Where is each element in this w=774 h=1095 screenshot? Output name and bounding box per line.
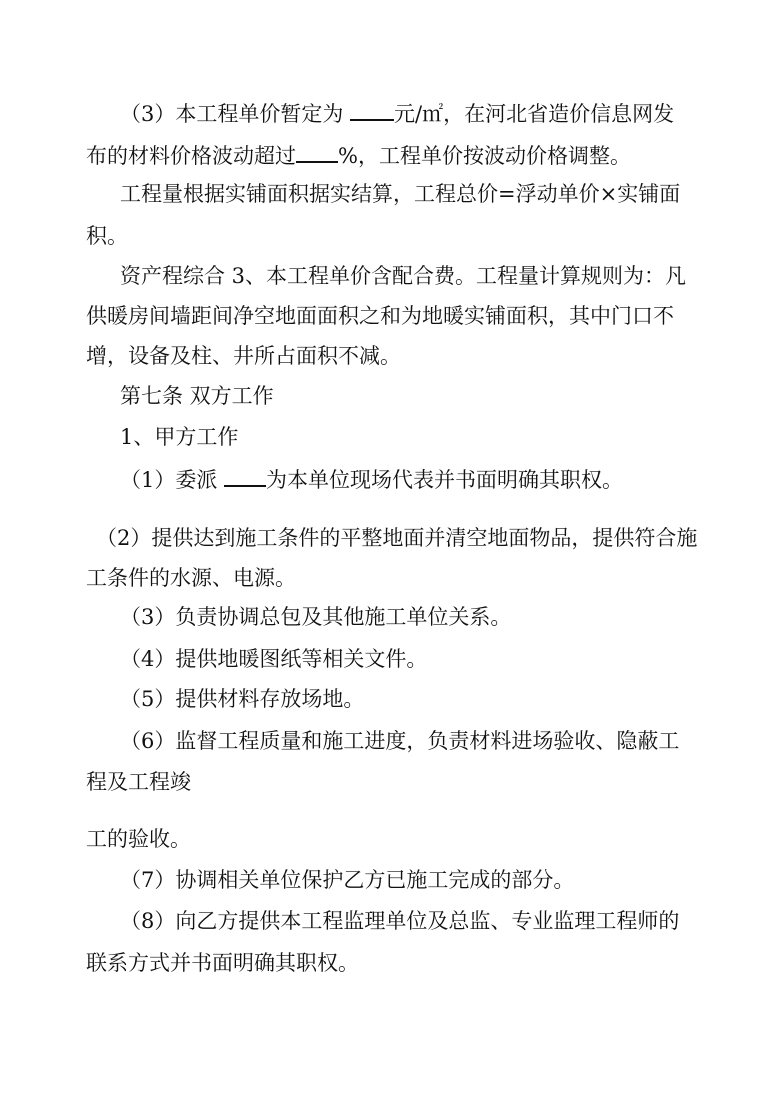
article-heading: 第七条 双方工作 bbox=[120, 384, 274, 408]
paragraph-unit-price-line-2: 布的材料价格波动超过 %，工程单价按波动价格调整。 bbox=[86, 141, 631, 170]
paragraph-rules-line-1: 资产程综合 3、本工程单价含配合费。工程量计算规则为：凡 bbox=[120, 264, 687, 288]
paragraph-unit-price-line-1: （3）本工程单价暂定为 元/㎡，在河北省造价信息网发 bbox=[120, 99, 674, 128]
paragraph-rules-line-2: 供暖房间墙距间净空地面面积之和为地暖实铺面积，其中门口不 bbox=[86, 304, 674, 328]
item-2-line-2: 工条件的水源、电源。 bbox=[86, 566, 296, 590]
unit-price-blank bbox=[350, 99, 394, 121]
paragraph-quantity-line-2: 积。 bbox=[86, 224, 128, 248]
item-5: （5）提供材料存放场地。 bbox=[120, 687, 365, 711]
fluctuation-percent-blank bbox=[296, 141, 338, 163]
item-6-line-3: 工的验收。 bbox=[86, 827, 191, 851]
item-8-line-2: 联系方式并书面明确其职权。 bbox=[86, 951, 359, 975]
item-6-line-1: （6）监督工程质量和施工进度，负责材料进场验收、隐蔽工 bbox=[120, 729, 680, 753]
party-a-heading: 1、甲方工作 bbox=[120, 425, 239, 449]
item-6-line-2: 程及工程竣 bbox=[86, 770, 191, 794]
item-8-line-1: （8）向乙方提供本工程监理单位及总监、专业监理工程师的 bbox=[120, 909, 680, 933]
representative-blank bbox=[224, 465, 266, 487]
paragraph-rules-line-3: 增，设备及柱、井所占面积不减。 bbox=[86, 344, 401, 368]
item-4: （4）提供地暖图纸等相关文件。 bbox=[120, 647, 428, 671]
item-7: （7）协调相关单位保护乙方已施工完成的部分。 bbox=[120, 868, 575, 892]
item-2-line-1: （2）提供达到施工条件的平整地面并清空地面物品，提供符合施 bbox=[96, 526, 698, 550]
item-1: （1）委派 为本单位现场代表并书面明确其职权。 bbox=[120, 465, 623, 494]
item-3: （3）负责协调总包及其他施工单位关系。 bbox=[120, 605, 512, 629]
paragraph-quantity-line-1: 工程量根据实铺面积据实结算，工程总价=浮动单价×实铺面 bbox=[120, 182, 681, 206]
